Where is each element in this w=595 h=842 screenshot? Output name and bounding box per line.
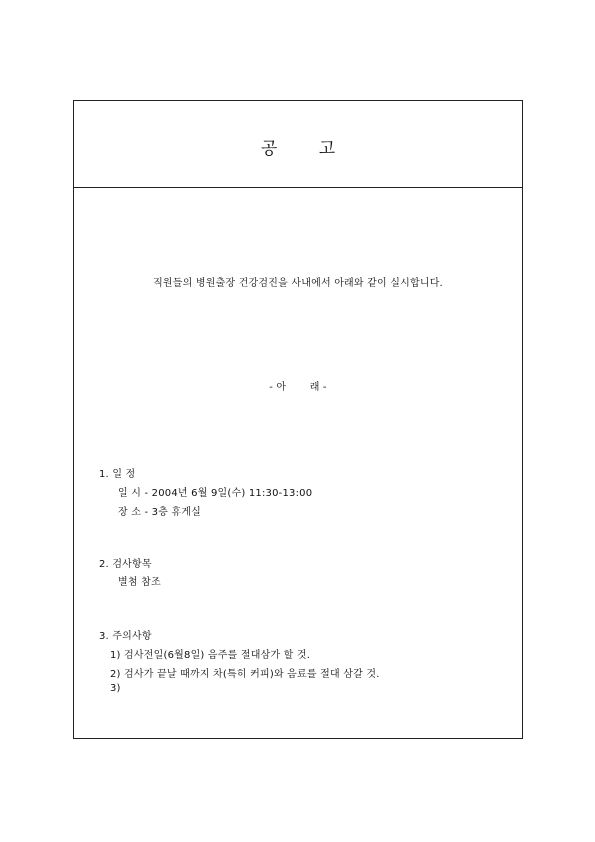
- schedule-place: 장 소 - 3층 휴게실: [118, 507, 202, 518]
- caution-item: 2) 검사가 끝날 때까지 차(특히 커피)와 음료를 절대 삼갈 것.: [110, 669, 380, 680]
- notice-frame: [73, 100, 523, 739]
- title-char: 고: [318, 139, 336, 159]
- notice-title: [74, 134, 522, 159]
- caution-item: 3): [110, 683, 121, 694]
- schedule-date: 일 시 - 2004년 6월 9일(수) 11:30-13:00: [118, 488, 313, 499]
- note-heading: [74, 378, 522, 393]
- title-char: 공: [260, 139, 278, 159]
- schedule-heading: 1. 일 정: [99, 469, 136, 480]
- caution-item: 1) 검사전일(6월8일) 음주를 절대삼가 할 것.: [110, 650, 311, 661]
- items-detail: 별첨 참조: [118, 577, 161, 588]
- note-part: - 아: [269, 382, 287, 393]
- note-part: 래 -: [309, 382, 327, 393]
- cautions-heading: 3. 주의사항: [99, 631, 152, 642]
- title-row: [74, 101, 522, 188]
- items-heading: 2. 검사항목: [99, 559, 152, 570]
- intro-text: 직원들의 병원출장 건강검진을 사내에서 아래와 같이 실시합니다.: [153, 278, 443, 289]
